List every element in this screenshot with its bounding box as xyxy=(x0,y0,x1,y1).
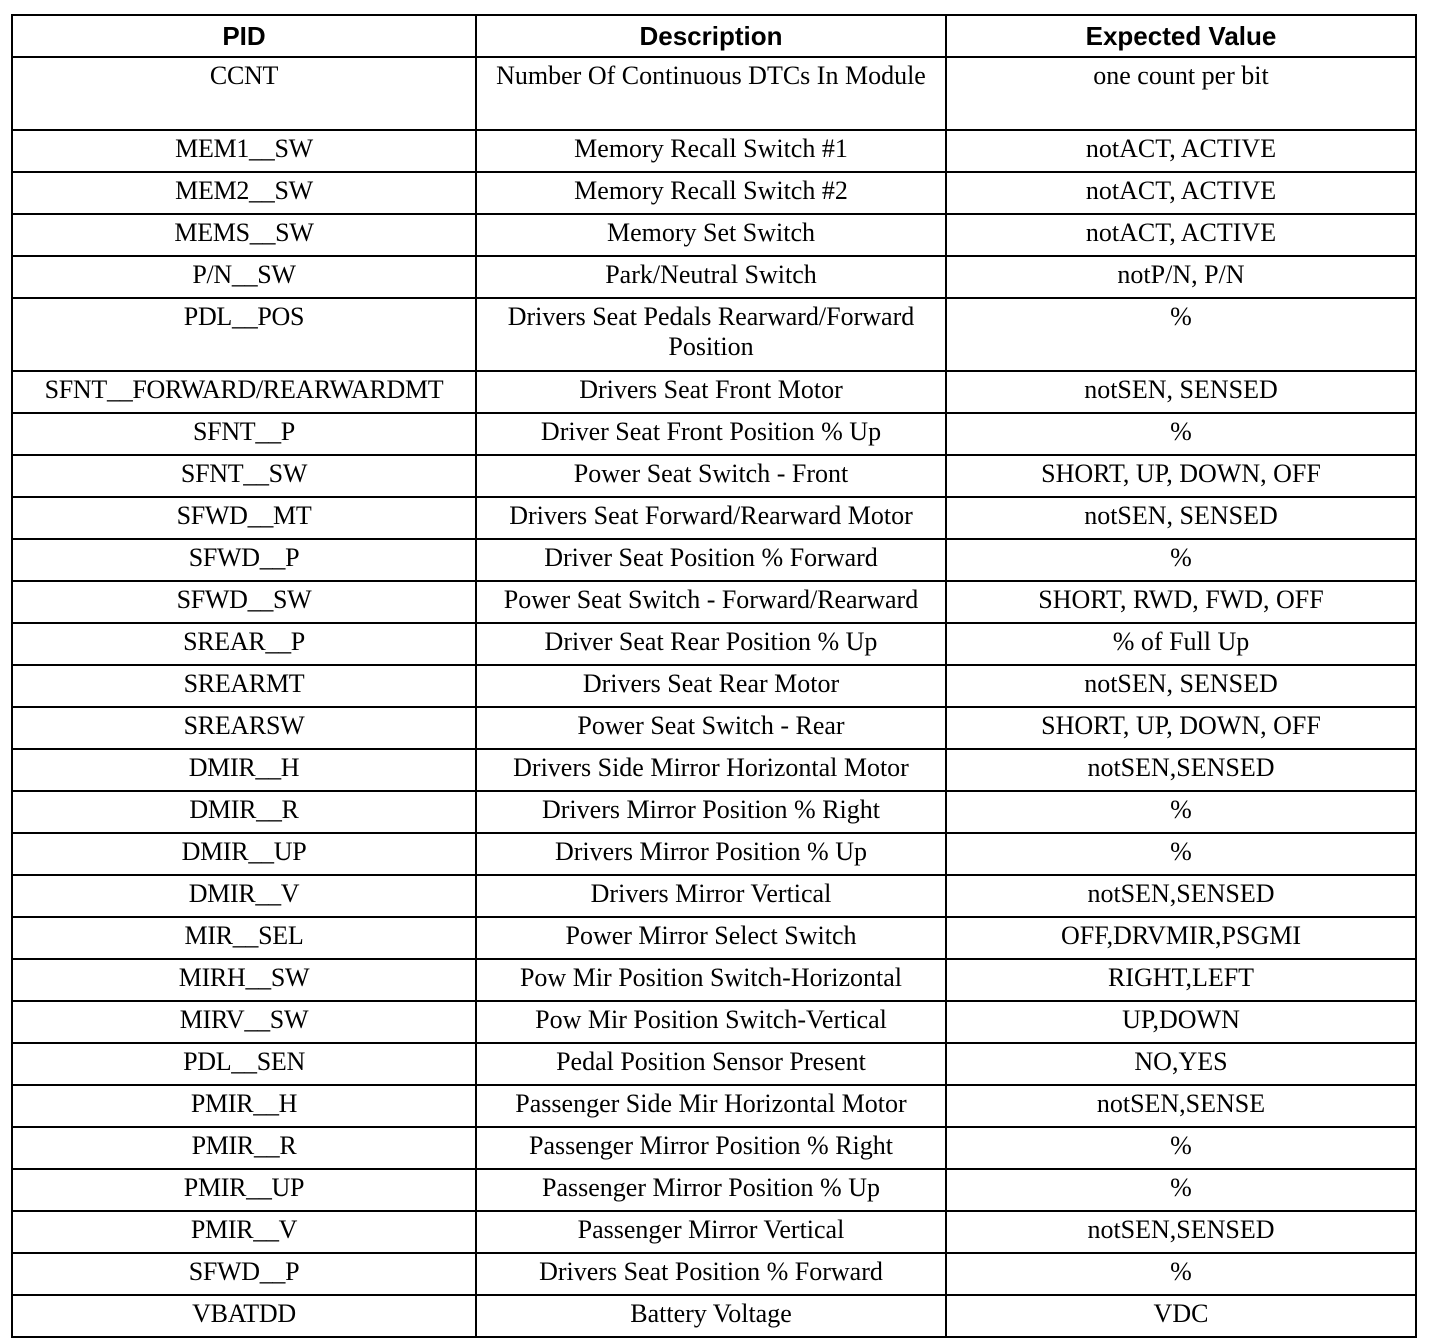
pid-cell: SREARMT xyxy=(12,665,476,707)
description-cell: Power Seat Switch - Rear xyxy=(476,707,946,749)
table-row xyxy=(12,371,1416,413)
description-cell: Drivers Seat Position % Forward xyxy=(476,1253,946,1295)
table-row xyxy=(12,256,1416,298)
pid-cell: SFWD__MT xyxy=(12,497,476,539)
table-row xyxy=(12,1001,1416,1043)
pid-cell: SFNT__P xyxy=(12,413,476,455)
expected-value-cell: % xyxy=(946,298,1416,371)
description-cell: Passenger Side Mir Horizontal Motor xyxy=(476,1085,946,1127)
expected-value-cell: % xyxy=(946,1127,1416,1169)
expected-value-cell: % xyxy=(946,539,1416,581)
expected-value-cell: notACT, ACTIVE xyxy=(946,130,1416,172)
expected-value-cell: notP/N, P/N xyxy=(946,256,1416,298)
expected-value-cell: NO,YES xyxy=(946,1043,1416,1085)
header-pid: PID xyxy=(12,15,476,57)
expected-value-cell: notACT, ACTIVE xyxy=(946,214,1416,256)
pid-cell: MIR__SEL xyxy=(12,917,476,959)
description-cell: Pedal Position Sensor Present xyxy=(476,1043,946,1085)
pid-cell: PMIR__V xyxy=(12,1211,476,1253)
table-row xyxy=(12,539,1416,581)
table-row xyxy=(12,455,1416,497)
table-row xyxy=(12,1169,1416,1211)
pid-cell: SREARSW xyxy=(12,707,476,749)
expected-value-cell: % xyxy=(946,413,1416,455)
expected-value-cell: RIGHT,LEFT xyxy=(946,959,1416,1001)
table-row xyxy=(12,581,1416,623)
description-cell: Drivers Mirror Vertical xyxy=(476,875,946,917)
pid-cell: PDL__POS xyxy=(12,298,476,371)
expected-value-cell: % of Full Up xyxy=(946,623,1416,665)
description-cell: Park/Neutral Switch xyxy=(476,256,946,298)
table-row xyxy=(12,875,1416,917)
description-cell: Battery Voltage xyxy=(476,1295,946,1337)
pid-cell: SREAR__P xyxy=(12,623,476,665)
description-cell: Driver Seat Position % Forward xyxy=(476,539,946,581)
description-cell: Power Mirror Select Switch xyxy=(476,917,946,959)
table-row xyxy=(12,1043,1416,1085)
description-cell: Memory Recall Switch #2 xyxy=(476,172,946,214)
table-row xyxy=(12,1253,1416,1295)
table-row xyxy=(12,130,1416,172)
pid-cell: DMIR__UP xyxy=(12,833,476,875)
description-cell: Drivers Mirror Position % Up xyxy=(476,833,946,875)
expected-value-cell: notSEN, SENSED xyxy=(946,497,1416,539)
expected-value-cell: SHORT, UP, DOWN, OFF xyxy=(946,707,1416,749)
pid-cell: DMIR__R xyxy=(12,791,476,833)
description-cell: Passenger Mirror Position % Right xyxy=(476,1127,946,1169)
pid-cell: DMIR__V xyxy=(12,875,476,917)
pid-cell: SFWD__SW xyxy=(12,581,476,623)
expected-value-cell: notSEN,SENSED xyxy=(946,1211,1416,1253)
expected-value-cell: OFF,DRVMIR,PSGMI xyxy=(946,917,1416,959)
pid-cell: P/N__SW xyxy=(12,256,476,298)
description-cell: Number Of Continuous DTCs In Module xyxy=(476,57,946,130)
table-row xyxy=(12,172,1416,214)
description-cell: Memory Set Switch xyxy=(476,214,946,256)
pid-cell: SFNT__SW xyxy=(12,455,476,497)
expected-value-cell: notSEN, SENSED xyxy=(946,371,1416,413)
description-cell: Passenger Mirror Position % Up xyxy=(476,1169,946,1211)
pid-cell: PMIR__UP xyxy=(12,1169,476,1211)
description-cell: Drivers Mirror Position % Right xyxy=(476,791,946,833)
pid-cell: SFWD__P xyxy=(12,539,476,581)
pid-table xyxy=(11,14,1417,1338)
pid-cell: MEM2__SW xyxy=(12,172,476,214)
pid-cell: PMIR__R xyxy=(12,1127,476,1169)
header-expected-value: Expected Value xyxy=(946,15,1416,57)
expected-value-cell: one count per bit xyxy=(946,57,1416,130)
table-row xyxy=(12,707,1416,749)
pid-cell: MIRH__SW xyxy=(12,959,476,1001)
description-cell: Drivers Seat Forward/Rearward Motor xyxy=(476,497,946,539)
pid-cell: SFNT__FORWARD/REARWARDMT xyxy=(12,371,476,413)
description-cell: Drivers Seat Rear Motor xyxy=(476,665,946,707)
pid-cell: PMIR__H xyxy=(12,1085,476,1127)
table-row xyxy=(12,413,1416,455)
pid-cell: MEMS__SW xyxy=(12,214,476,256)
expected-value-cell: notSEN,SENSED xyxy=(946,749,1416,791)
table-row xyxy=(12,1295,1416,1337)
description-cell: Passenger Mirror Vertical xyxy=(476,1211,946,1253)
table-row xyxy=(12,298,1416,371)
pid-cell: SFWD__P xyxy=(12,1253,476,1295)
table-row xyxy=(12,623,1416,665)
description-cell: Pow Mir Position Switch-Horizontal xyxy=(476,959,946,1001)
description-cell: Drivers Side Mirror Horizontal Motor xyxy=(476,749,946,791)
description-cell: Drivers Seat Front Motor xyxy=(476,371,946,413)
description-cell: Drivers Seat Pedals Rearward/Forward Position xyxy=(476,298,946,371)
description-cell: Driver Seat Front Position % Up xyxy=(476,413,946,455)
pid-cell: VBATDD xyxy=(12,1295,476,1337)
expected-value-cell: notSEN,SENSE xyxy=(946,1085,1416,1127)
description-cell: Power Seat Switch - Front xyxy=(476,455,946,497)
table-row xyxy=(12,1085,1416,1127)
expected-value-cell: notSEN, SENSED xyxy=(946,665,1416,707)
table-row xyxy=(12,959,1416,1001)
description-cell: Power Seat Switch - Forward/Rearward xyxy=(476,581,946,623)
pid-cell: PDL__SEN xyxy=(12,1043,476,1085)
header-description: Description xyxy=(476,15,946,57)
table-row xyxy=(12,791,1416,833)
expected-value-cell: VDC xyxy=(946,1295,1416,1337)
table-row xyxy=(12,497,1416,539)
table-row xyxy=(12,1127,1416,1169)
expected-value-cell: % xyxy=(946,1253,1416,1295)
expected-value-cell: UP,DOWN xyxy=(946,1001,1416,1043)
table-row xyxy=(12,833,1416,875)
expected-value-cell: notSEN,SENSED xyxy=(946,875,1416,917)
expected-value-cell: % xyxy=(946,1169,1416,1211)
description-cell: Memory Recall Switch #1 xyxy=(476,130,946,172)
table-row xyxy=(12,917,1416,959)
expected-value-cell: notACT, ACTIVE xyxy=(946,172,1416,214)
expected-value-cell: SHORT, UP, DOWN, OFF xyxy=(946,455,1416,497)
pid-cell: MIRV__SW xyxy=(12,1001,476,1043)
expected-value-cell: % xyxy=(946,791,1416,833)
table-row xyxy=(12,1211,1416,1253)
table-row xyxy=(12,749,1416,791)
pid-cell: CCNT xyxy=(12,57,476,130)
pid-cell: DMIR__H xyxy=(12,749,476,791)
table-row xyxy=(12,214,1416,256)
description-cell: Pow Mir Position Switch-Vertical xyxy=(476,1001,946,1043)
description-cell: Driver Seat Rear Position % Up xyxy=(476,623,946,665)
pid-cell: MEM1__SW xyxy=(12,130,476,172)
expected-value-cell: SHORT, RWD, FWD, OFF xyxy=(946,581,1416,623)
header-row xyxy=(12,15,1416,57)
table-row xyxy=(12,57,1416,130)
table-row xyxy=(12,665,1416,707)
expected-value-cell: % xyxy=(946,833,1416,875)
table-body xyxy=(12,57,1416,1337)
